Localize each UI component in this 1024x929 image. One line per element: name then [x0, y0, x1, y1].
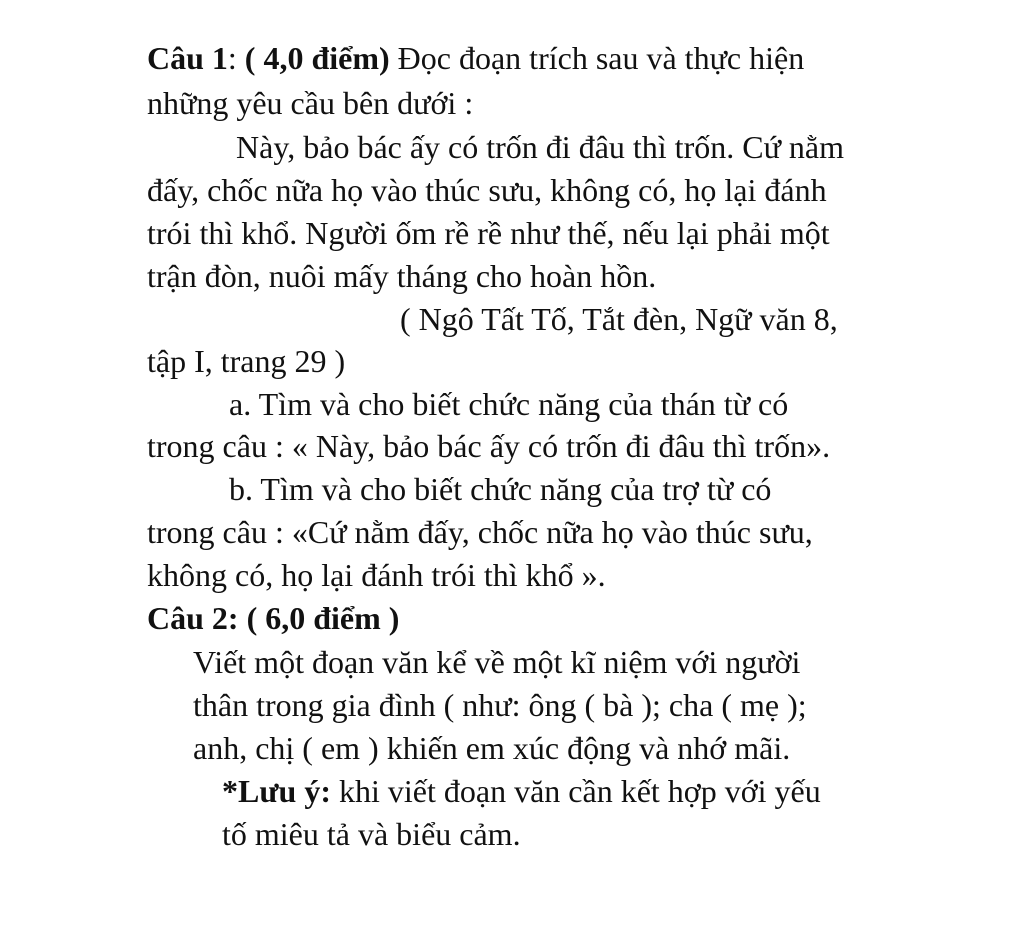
q2-heading [147, 596, 399, 640]
q1-instruction: Đọc đoạn trích sau và thực hiện [389, 40, 805, 76]
q1-label: Câu 1 [147, 40, 228, 76]
excerpt-line-4: trận đòn, nuôi mấy tháng cho hoàn hồn. [147, 258, 657, 294]
part-a-line-1: a. Tìm và cho biết chức năng của thán từ có [229, 386, 789, 422]
q2-prompt-line-2: thân trong gia đình ( như: ông ( bà ); cha ( mẹ ); [193, 687, 807, 723]
q1-points: ( 4,0 điểm) [244, 40, 390, 76]
source-line-1: ( Ngô Tất Tố, Tắt đèn, Ngữ văn 8, [400, 301, 838, 337]
part-a-line-2: trong câu : « Này, bảo bác ấy có trốn đi đâu thì trốn». [147, 428, 831, 464]
part-b-line-3: không có, họ lại đánh trói thì khổ ». [147, 557, 606, 593]
note-line-1 [222, 769, 821, 813]
source-line-2: tập I, trang 29 ) [147, 343, 346, 379]
q1-instruction-line2: những yêu cầu bên dưới : [147, 85, 474, 121]
note-line-2: tố miêu tả và biểu cảm. [222, 816, 521, 852]
excerpt-line-1: Này, bảo bác ấy có trốn đi đâu thì trốn. Cứ nằm [236, 129, 844, 165]
q2-prompt-line-3: anh, chị ( em ) khiến em xúc động và nhớ mãi. [193, 730, 791, 766]
q2-heading-text: Câu 2: ( 6,0 điểm ) [147, 600, 400, 636]
q1-heading [147, 36, 804, 80]
q1-colon: : [227, 40, 245, 76]
part-b-line-2: trong câu : «Cứ nằm đấy, chốc nữa họ vào thúc sưu, [147, 514, 813, 550]
note-label: *Lưu ý: [222, 773, 331, 809]
excerpt-line-2: đấy, chốc nữa họ vào thúc sưu, không có, họ lại đánh [147, 172, 827, 208]
q2-prompt-line-1: Viết một đoạn văn kể về một kĩ niệm với người [193, 644, 801, 680]
part-b-line-1: b. Tìm và cho biết chức năng của trợ từ có [229, 471, 772, 507]
note-text: khi viết đoạn văn cần kết hợp với yếu [331, 773, 821, 809]
excerpt-line-3: trói thì khổ. Người ốm rề rề như thế, nếu lại phải một [147, 215, 830, 251]
